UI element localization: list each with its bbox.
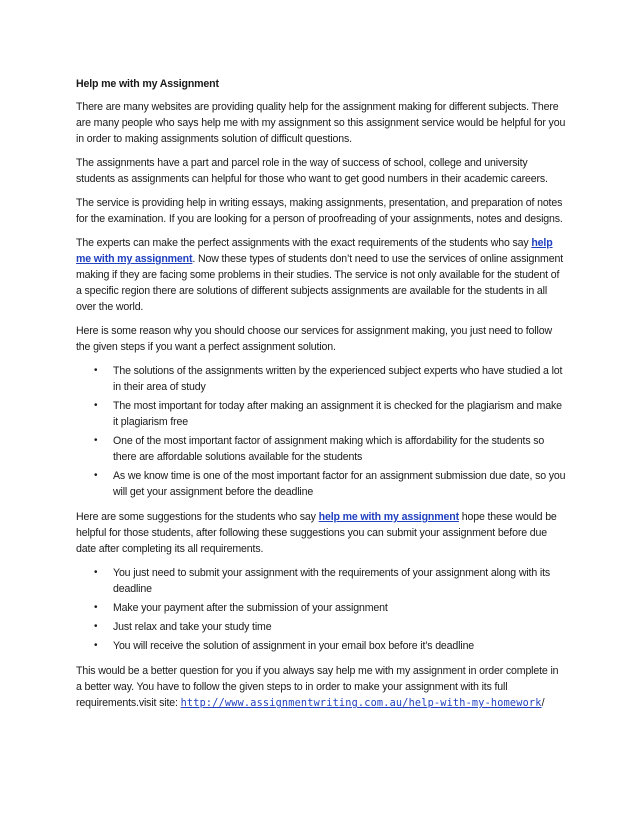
document-title: Help me with my Assignment — [76, 78, 219, 90]
paragraph-experts-text-before: The experts can make the perfect assignments with the exact requirements of the students who say — [76, 237, 532, 249]
list-item: • Just relax and take your study time — [94, 621, 272, 633]
paragraph-experts — [76, 235, 566, 315]
bullet-icon: • — [94, 621, 98, 632]
list-item: • You will receive the solution of assignment in your email box before it’s deadline — [94, 640, 475, 652]
list-item: • Make your payment after the submission of your assignment — [94, 602, 388, 614]
bullet-icon: • — [94, 567, 98, 578]
paragraph-experts-text-after: . Now these types of students don’t need to use the services of online assignment making if they are facing some problems in their studies. The service is not only available for the student of a specific region there are solutions of different subjects assignments are available for the students in all over the world. — [76, 253, 563, 313]
paragraph-reasons-intro: Here is some reason why you should choose our services for assignment making, you just need to follow the given steps if you want a perfect assignment solution. — [76, 325, 552, 353]
paragraph-suggestions-text-after: hope these would be helpful for those students, after following these suggestions you can submit your assignment before due date after completing its all requirements. — [76, 511, 557, 555]
list-item: • One of the most important factor of assignment making which is affordability for the students so there are affordable solutions available for the students — [94, 435, 545, 463]
paragraph-intro: There are many websites are providing quality help for the assignment making for different subjects. There are many people who says help me with my assignment so this assignment service would be helpful for you in order to making assignments solution of difficult questions. — [76, 101, 566, 145]
paragraph-services: The service is providing help in writing essays, making assignments, presentation, and preparation of notes for the examination. If you are looking for a person of proofreading of your assignments, notes and designs. — [76, 197, 563, 225]
list-item: • You just need to submit your assignment with the requirements of your assignment along with its deadline — [94, 567, 551, 595]
help-with-assignment-link-2[interactable]: help me with my assignment — [318, 511, 459, 523]
bullet-icon: • — [94, 470, 98, 481]
list-item: • The solutions of the assignments written by the experienced subject experts who have studied a lot in their area of study — [94, 365, 563, 393]
paragraph-closing-text: This would be a better question for you if you always say help me with my assignment in order complete in a better way. You have to follow the given steps to in order to make your assignment with its full requirements.visit site: — [76, 665, 559, 709]
bullet-icon: • — [94, 365, 98, 376]
paragraph-closing — [76, 663, 566, 712]
document-page — [76, 76, 566, 720]
list-item: • As we know time is one of the most important factor for an assignment submission due date, so you will get your assignment before the deadline — [94, 470, 566, 498]
bullet-icon: • — [94, 435, 98, 446]
bullet-icon: • — [94, 602, 98, 613]
list-item: • The most important for today after making an assignment it is checked for the plagiarism and make it plagiarism free — [94, 400, 562, 428]
paragraph-closing-trailing-slash: / — [541, 697, 545, 709]
bullet-icon: • — [94, 400, 98, 411]
reasons-list — [76, 363, 566, 500]
help-with-assignment-link[interactable]: help me with my assignment — [76, 237, 553, 265]
bullet-icon: • — [94, 640, 98, 651]
paragraph-assignments-role: The assignments have a part and parcel role in the way of success of school, college and university students as assignments can helpful for those who want to get good numbers in their academic careers. — [76, 157, 548, 185]
paragraph-suggestions-text-before: Here are some suggestions for the students who say — [76, 511, 319, 523]
paragraph-suggestions — [76, 509, 566, 557]
site-url-link[interactable]: http://www.assignmentwriting.com.au/help-with-my-homework — [180, 698, 542, 709]
suggestions-list — [76, 565, 566, 654]
